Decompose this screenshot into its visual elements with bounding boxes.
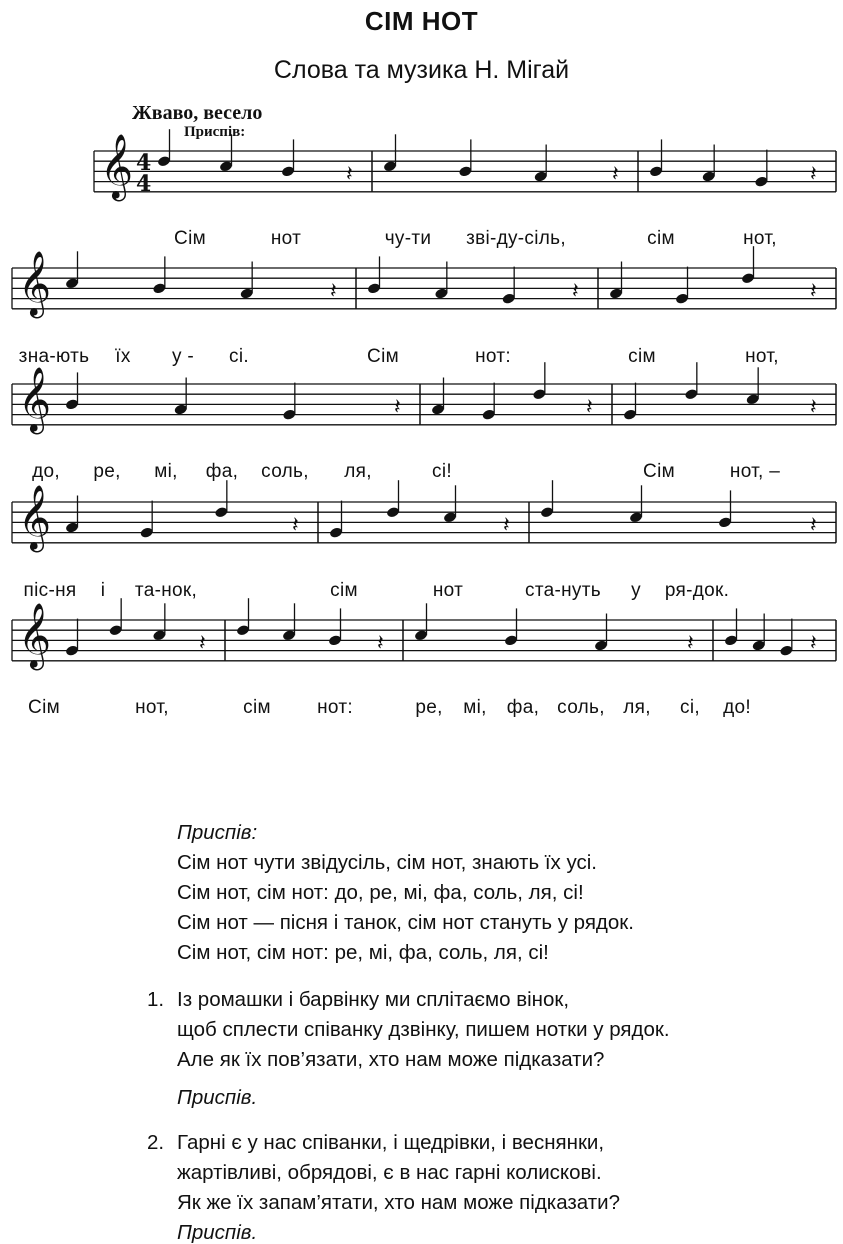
verse-line: жартівливі, обрядові, є в нас гарні колискові. <box>177 1161 602 1184</box>
lyric-syllable: соль, <box>557 697 605 718</box>
lyric-syllable: сі. <box>229 346 249 367</box>
lyric-syllable: мі, <box>463 697 487 718</box>
lyric-syllable: Сім <box>28 697 60 718</box>
refrain-reference: Приспів. <box>177 1221 258 1244</box>
lyric-syllable: Сім <box>643 461 675 482</box>
refrain-label: Приспів: <box>177 821 258 844</box>
lyric-syllable: сім <box>628 346 656 367</box>
lyric-syllable: зві-ду-сіль, <box>466 228 566 249</box>
lyric-syllable: мі, <box>154 461 178 482</box>
treble-clef-icon: 𝄞 <box>18 603 52 668</box>
refrain-line: Сім нот — пісня і танок, сім нот стануть у рядок. <box>177 911 634 934</box>
lyric-syllable: ля, <box>623 697 651 718</box>
lyric-syllable: до, <box>32 461 60 482</box>
lyric-syllable: ря-док. <box>664 580 730 601</box>
refrain-reference: Приспів. <box>177 1086 258 1109</box>
refrain-line: Сім нот, сім нот: до, ре, мі, фа, соль, ля, сі! <box>177 881 584 904</box>
lyric-syllable: нот, <box>745 346 779 367</box>
lyric-syllable: ре, <box>415 697 443 718</box>
lyric-syllable: сім <box>330 580 358 601</box>
verse-line: Як же їх запам’ятати, хто нам може підказати? <box>177 1191 620 1214</box>
lyric-syllable: нот, <box>743 228 777 249</box>
tempo-marking: Жваво, весело <box>132 102 263 124</box>
rest-icon: 𝄽 <box>810 631 817 656</box>
treble-clef-icon: 𝄞 <box>100 134 134 199</box>
lyric-syllable: у - <box>171 346 195 367</box>
lyric-syllable: і <box>100 580 106 601</box>
rest-icon: 𝄽 <box>330 279 337 304</box>
lyric-syllable: сім <box>243 697 271 718</box>
treble-clef-icon: 𝄞 <box>18 367 52 432</box>
rest-icon: 𝄽 <box>687 631 694 656</box>
rest-icon: 𝄽 <box>199 631 206 656</box>
rest-icon: 𝄽 <box>377 631 384 656</box>
lyric-syllable: чу-ти <box>384 228 432 249</box>
verse-line: щоб сплести співанку дзвінку, пишем нотки у рядок. <box>177 1018 670 1041</box>
lyric-syllable: сі! <box>432 461 452 482</box>
rest-icon: 𝄽 <box>586 395 593 420</box>
lyric-syllable: соль, <box>261 461 309 482</box>
lyric-syllable: ста-нуть <box>525 580 601 601</box>
lyric-syllable: нот: <box>475 346 511 367</box>
rest-icon: 𝄽 <box>810 513 817 538</box>
verse-line: Але як їх пов’язати, хто нам може підказати? <box>177 1048 605 1071</box>
rest-icon: 𝄽 <box>810 279 817 304</box>
lyric-syllable: та-нок, <box>134 580 198 601</box>
rest-icon: 𝄽 <box>810 162 817 187</box>
treble-clef-icon: 𝄞 <box>18 251 52 316</box>
lyric-syllable: зна-ють <box>18 346 90 367</box>
rest-icon: 𝄽 <box>810 395 817 420</box>
refrain-line: Сім нот, сім нот: ре, мі, фа, соль, ля, сі! <box>177 941 549 964</box>
lyric-line <box>0 346 843 372</box>
treble-clef-icon: 𝄞 <box>18 485 52 550</box>
lyric-line <box>0 580 843 606</box>
lyric-syllable: сі, <box>680 697 700 718</box>
lyric-line <box>0 697 843 723</box>
lyric-syllable: до! <box>723 697 751 718</box>
verse-line: Із ромашки і барвінку ми сплітаємо вінок, <box>177 988 570 1011</box>
refrain-marking: Приспів: <box>184 124 246 140</box>
lyric-syllable: фа, <box>205 461 239 482</box>
lyric-syllable: піс-ня <box>23 580 77 601</box>
lyric-syllable: у <box>631 580 641 601</box>
lyric-syllable: нот <box>270 228 302 249</box>
time-signature-bottom: 4 <box>136 171 152 197</box>
lyric-line <box>0 461 843 487</box>
lyric-syllable: нот: <box>317 697 353 718</box>
lyric-syllable: їх <box>115 346 131 367</box>
lyric-syllable: ля, <box>344 461 372 482</box>
verse-line: Гарні є у нас співанки, і щедрівки, і веснянки, <box>177 1131 605 1154</box>
lyric-syllable: сім <box>647 228 675 249</box>
rest-icon: 𝄽 <box>292 513 299 538</box>
lyric-syllable: нот, – <box>729 461 781 482</box>
song-subtitle: Слова та музика Н. Мігай <box>273 56 570 84</box>
refrain-line: Сім нот чути звідусіль, сім нот, знають їх усі. <box>177 851 597 874</box>
song-title: СІМ НОТ <box>364 6 479 36</box>
lyric-syllable: нот, <box>135 697 169 718</box>
time-signature-top: 4 <box>136 150 152 176</box>
verse-number: 1. <box>147 988 165 1011</box>
lyric-syllable: фа, <box>506 697 540 718</box>
rest-icon: 𝄽 <box>572 279 579 304</box>
lyric-line <box>0 228 843 254</box>
lyric-syllable: нот <box>432 580 464 601</box>
rest-icon: 𝄽 <box>612 162 619 187</box>
rest-icon: 𝄽 <box>394 395 401 420</box>
lyric-syllable: Сім <box>174 228 206 249</box>
lyric-syllable: Сім <box>367 346 399 367</box>
verse-number: 2. <box>147 1131 165 1154</box>
lyric-syllable: ре, <box>93 461 121 482</box>
rest-icon: 𝄽 <box>346 162 353 187</box>
rest-icon: 𝄽 <box>503 513 510 538</box>
